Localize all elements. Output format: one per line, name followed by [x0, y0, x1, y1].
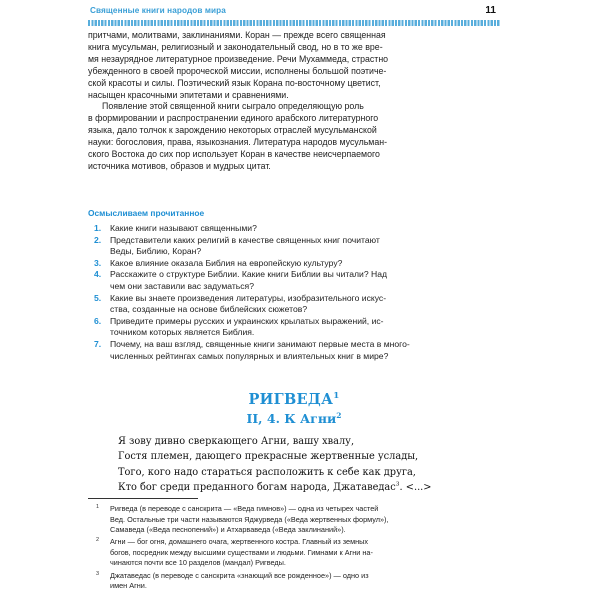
paragraph-line: источника мотивов, образов и мудрых цитат. [88, 161, 271, 171]
footnote-divider [88, 498, 198, 499]
poem-line-tail: . <...> [399, 481, 432, 493]
rigveda-subtitle-text: II, 4. К Агни [246, 411, 337, 426]
footnote-number: 1 [96, 504, 100, 510]
question-number: 3. [94, 257, 102, 268]
footnote-text: Самаведа («Веда песнопений») и Атхарваведа («Веда заклинаний»). [110, 525, 346, 535]
footnote-ref-1: 1 [333, 391, 340, 402]
footnote-text: Вед. Остальные три части называются Яджурведа («Веда жертвенных формул»), [110, 514, 389, 524]
running-header-title: Священные книги народов мира [90, 6, 226, 15]
footnote-number: 2 [96, 537, 100, 544]
footnotes [88, 504, 500, 593]
poem-line: Того, кого надо стараться расположить к себе как друга, [118, 466, 416, 478]
footnote-item [88, 571, 500, 592]
question-text: численных рейтингах самых популярных и влиятельных книг в мире? [110, 350, 389, 361]
page-number: 11 [485, 5, 496, 16]
paragraph-line: ской красоты и силы. Поэтический язык Корана по-восточному цветист, [88, 78, 381, 88]
textbook-page [88, 0, 500, 600]
footnote-ref-3: 3 [395, 481, 400, 488]
paragraph-influence [88, 100, 500, 172]
footnote-text: богов, посредник между высшими существами и людьми. Гимнами к Агни на- [110, 547, 373, 557]
questions-list [88, 223, 500, 362]
footnote-text: чинаются почти все 10 разделов (мандал) Ригведы. [110, 558, 286, 568]
question-item [88, 293, 500, 316]
paragraph-line: науки: богословия, права, языкознания. Литература народов мусульман- [88, 137, 388, 147]
rigveda-subtitle [88, 411, 500, 426]
footnote-text: Джатаведас (в переводе с санскрита «знающий все рожденное») — одно из [110, 570, 369, 580]
question-text: Какие книги называют священными? [110, 223, 257, 233]
paragraph-koran [88, 29, 500, 101]
question-text: ства, созданные на основе библейских сюжетов? [110, 304, 308, 315]
question-text: Почему, на ваш взгляд, священные книги занимают первые места в много- [110, 338, 410, 349]
question-number: 2. [94, 234, 102, 245]
question-item [88, 258, 500, 270]
question-text: Веды, Библию, Коран? [110, 246, 202, 257]
poem-line: Гостя племен, дающего прекрасные жертвенные услады, [118, 451, 419, 463]
footnote-item [88, 537, 500, 569]
paragraph-line: Появление этой священной книги сыграло определяющую роль [102, 101, 364, 111]
question-text: Какие вы знаете произведения литературы, изобразительного искус- [110, 292, 387, 303]
questions-heading: Осмысливаем прочитанное [88, 208, 205, 218]
question-item [88, 316, 500, 339]
question-item [88, 339, 500, 362]
paragraph-line: в формировании и распространении единого арабского литературного [88, 113, 379, 123]
question-number: 4. [94, 269, 102, 280]
paragraph-line: насыщен красочными эпитетами и сравнениями. [88, 90, 289, 100]
footnote-ref-2: 2 [336, 410, 342, 420]
question-text: точником которых является Библия. [110, 327, 255, 338]
question-item [88, 223, 500, 235]
footnote-text: Агни — бог огня, домашнего очага, жертвенного костра. Главный из земных [110, 537, 369, 547]
question-number: 1. [94, 223, 102, 233]
question-text: чем они заставили вас задуматься? [110, 280, 254, 291]
question-text: Какое влияние оказала Библия на европейскую культуру? [110, 257, 343, 268]
paragraph-line: языка, дало толчок к зарождению некоторых отраслей мусульманской [88, 125, 377, 135]
footnote-number: 3 [96, 570, 100, 577]
footnote-text: Ригведа (в переводе с санскрита — «Веда гимнов») — одна из четырех частей [110, 504, 379, 513]
question-number: 5. [94, 292, 102, 303]
poem-line-text: Кто бог среди преданного богам народа, Джатаведас [118, 481, 396, 493]
rigveda-title-text: РИГВЕДА [248, 391, 334, 408]
question-item [88, 235, 500, 258]
question-text: Представители каких религий в качестве священных книг почитают [110, 234, 380, 245]
question-text: Приведите примеры русских и украинских крылатых выражений, ис- [110, 315, 384, 326]
poem-line [118, 480, 498, 495]
question-number: 6. [94, 315, 102, 326]
question-item [88, 269, 500, 292]
footnote-text: имен Агни. [110, 581, 147, 591]
footnote-item [88, 504, 500, 536]
question-text: Расскажите о структуре Библии. Какие книги Библии вы читали? Над [110, 269, 388, 280]
paragraph-line: притчами, молитвами, заклинаниями. Коран — прежде всего священная [88, 30, 386, 40]
paragraph-line: мя незаурядное литературное произведение. Речи Мухаммеда, страстно [88, 54, 389, 64]
paragraph-line: ского Востока до сих пор использует Коран в качестве неисчерпаемого [88, 149, 380, 159]
rigveda-poem [118, 434, 498, 495]
paragraph-line: убежденного в своей пророческой миссии, исполнены большой поэтиче- [88, 66, 387, 76]
question-number: 7. [94, 338, 102, 349]
header-ornament [88, 20, 500, 26]
poem-line: Я зову дивно сверкающего Агни, вашу хвалу, [118, 436, 355, 447]
page-header [88, 6, 500, 20]
rigveda-title [88, 391, 500, 408]
paragraph-line: книга мусульман, религиозный и законодательный свод, но в то же вре- [88, 42, 383, 52]
